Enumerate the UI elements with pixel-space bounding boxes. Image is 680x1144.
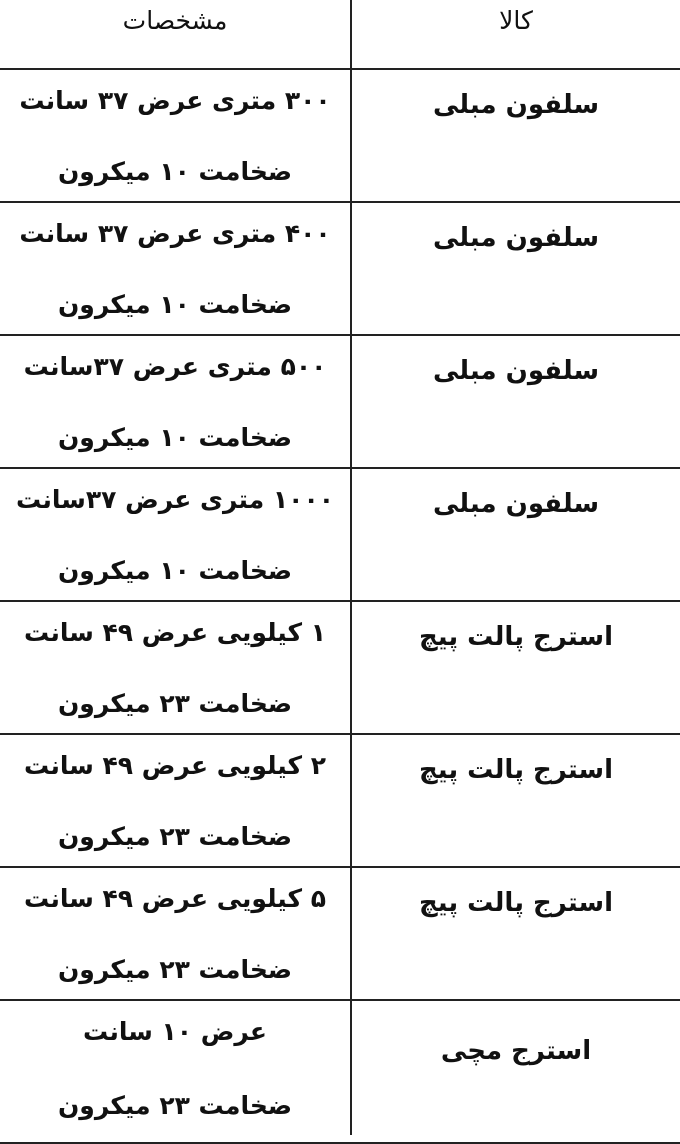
spec-cell xyxy=(0,868,350,999)
item-cell xyxy=(350,868,680,999)
item-name: سلفون مبلی xyxy=(432,223,600,253)
table-row xyxy=(0,868,680,1001)
item-cell xyxy=(350,203,680,334)
spec-cell xyxy=(0,1001,350,1135)
header-item-cell xyxy=(350,0,680,68)
header-specs-label: مشخصات xyxy=(122,6,228,35)
spec-cell xyxy=(0,735,350,866)
spec-line-1: عرض ۱۰ سانت xyxy=(82,1017,268,1046)
item-name: سلفون مبلی xyxy=(432,90,600,120)
spec-line-1: ۴۰۰ متری عرض ۳۷ سانت xyxy=(19,219,331,248)
spec-line-1: ۵ کیلویی عرض ۴۹ سانت xyxy=(24,884,327,913)
table-row xyxy=(0,203,680,336)
spec-line-1: ۲ کیلویی عرض ۴۹ سانت xyxy=(24,751,327,780)
spec-line-2: ضخامت ۲۳ میکرون xyxy=(57,955,293,984)
item-cell xyxy=(350,602,680,733)
item-name: سلفون مبلی xyxy=(432,489,600,519)
item-name: استرج پالت پیچ xyxy=(418,755,614,785)
item-cell xyxy=(350,70,680,201)
spec-line-1: ۱ کیلویی عرض ۴۹ سانت xyxy=(24,618,327,647)
item-cell xyxy=(350,735,680,866)
spec-line-1: ۳۰۰ متری عرض ۳۷ سانت xyxy=(19,86,331,115)
header-specs-cell xyxy=(0,0,350,68)
spec-line-1: ۵۰۰ متری عرض ۳۷سانت xyxy=(23,352,327,381)
table-row xyxy=(0,336,680,469)
spec-line-2: ضخامت ۲۳ میکرون xyxy=(57,689,293,718)
item-name: استرج پالت پیچ xyxy=(418,622,614,652)
table-row xyxy=(0,70,680,203)
spec-line-2: ضخامت ۲۳ میکرون xyxy=(57,822,293,851)
spec-line-2: ضخامت ۲۳ میکرون xyxy=(57,1091,293,1120)
item-cell xyxy=(350,1001,680,1135)
item-cell xyxy=(350,336,680,467)
spec-line-2: ضخامت ۱۰ میکرون xyxy=(57,290,293,319)
item-name: استرج مچی xyxy=(440,1036,592,1066)
spec-line-2: ضخامت ۱۰ میکرون xyxy=(57,556,293,585)
spec-cell xyxy=(0,203,350,334)
spec-cell xyxy=(0,70,350,201)
table-row xyxy=(0,469,680,602)
header-item-label: کالا xyxy=(499,6,533,35)
spec-line-1: ۱۰۰۰ متری عرض ۳۷سانت xyxy=(16,485,334,514)
spec-cell xyxy=(0,336,350,467)
spec-line-2: ضخامت ۱۰ میکرون xyxy=(57,157,293,186)
item-cell xyxy=(350,469,680,600)
spec-cell xyxy=(0,469,350,600)
spec-line-2: ضخامت ۱۰ میکرون xyxy=(57,423,293,452)
table-row xyxy=(0,602,680,735)
spec-cell xyxy=(0,602,350,733)
table-row xyxy=(0,735,680,868)
item-name: سلفون مبلی xyxy=(432,356,600,386)
table-header-row xyxy=(0,0,680,70)
item-name: استرج پالت پیچ xyxy=(418,888,614,918)
table-row xyxy=(0,1001,680,1135)
